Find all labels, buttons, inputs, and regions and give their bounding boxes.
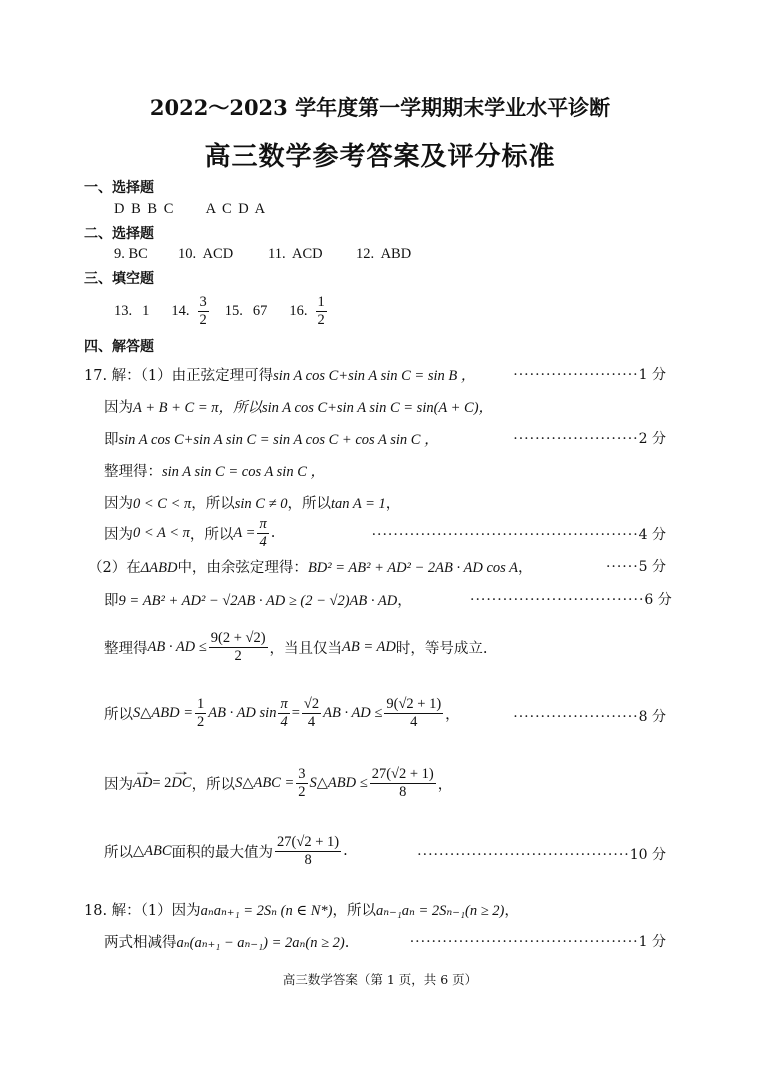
vector-ad: → AD bbox=[133, 775, 152, 792]
q17-l10-frac-1 bbox=[195, 696, 206, 730]
section-multi-choice-title: 二、选择题 bbox=[84, 226, 154, 242]
q17-l5-f: tan A = 1 bbox=[330, 496, 386, 512]
q17-l5-c: ，所以 bbox=[191, 496, 235, 512]
q17-l11-e: ， bbox=[437, 776, 453, 793]
q17-l12-a: 所以 bbox=[104, 844, 133, 861]
q18-l2-a: 两式相减得 bbox=[104, 935, 177, 951]
score-leader-6: ·······················8 分 bbox=[513, 709, 666, 725]
q17-l10-f4n: 9(√2 + 1) bbox=[386, 695, 442, 712]
section-solution-title: 四、解答题 bbox=[84, 339, 154, 355]
q17-l10-f3n: √2 bbox=[303, 695, 320, 712]
q17-l10-f1n: 1 bbox=[197, 695, 205, 712]
q17-l5-b: 0 < C < π bbox=[133, 496, 192, 512]
q17-l9-den: 2 bbox=[234, 647, 242, 664]
q17-l10-e: ， bbox=[445, 706, 460, 723]
q17-l9-c: ，当且仅当 bbox=[269, 640, 343, 657]
q17-eq-1: sin A cos C+sin A sin C = sin B ， bbox=[273, 368, 476, 384]
section-fill-title: 三、填空题 bbox=[84, 271, 154, 287]
q18-l1-c: ，所以 bbox=[332, 903, 376, 919]
q17-l10-f2n: π bbox=[280, 695, 288, 712]
q17-line-2 bbox=[104, 396, 493, 417]
score-4: 5 分 bbox=[638, 559, 666, 575]
q17-p2-a: （2）在 bbox=[88, 560, 141, 576]
q17-l10-f1d: 2 bbox=[197, 713, 205, 730]
q18-line-2 bbox=[104, 931, 349, 952]
q17-l3-a: 即 bbox=[104, 432, 119, 448]
q17-l6-a: 因为 bbox=[104, 526, 133, 543]
fill-answer-16 bbox=[316, 294, 327, 328]
score-5: 6 分 bbox=[644, 592, 672, 608]
q17-l6-end: . bbox=[270, 525, 276, 541]
vector-dc: → DC bbox=[171, 775, 191, 792]
q17-l8-a: 即 bbox=[104, 593, 119, 609]
q17-part2-line bbox=[88, 556, 533, 577]
q17-l10-c: AB · AD sin bbox=[208, 704, 277, 721]
q18-head: 18. 解：（1）因为 bbox=[84, 903, 201, 919]
q17-p2-d: BD² = AB² + AD² − 2AB · AD cos A bbox=[307, 560, 519, 576]
q17-l2-b: A + B + C = π，所以 bbox=[133, 400, 262, 416]
score-leader-2: ·······················2 分 bbox=[513, 431, 666, 447]
score-8: 1 分 bbox=[638, 934, 666, 950]
q17-l11-b: ，所以 bbox=[191, 776, 236, 793]
q17-l10-frac-2 bbox=[278, 696, 289, 730]
q17-line-4 bbox=[104, 460, 325, 481]
q17-l11-c: S△ABC = bbox=[235, 774, 295, 791]
q17-l10-a: 所以 bbox=[104, 706, 133, 723]
document-subtitle: 高三数学参考答案及评分标准 bbox=[204, 142, 556, 172]
fill-label-16: 16. bbox=[289, 302, 308, 319]
q17-l12-c: 面积的最大值为 bbox=[171, 844, 274, 861]
q17-l8-b: 9 = AB² + AD² − √2AB · AD ≥ (2 − √2)AB · AD bbox=[118, 593, 398, 609]
q18-l1-e: ， bbox=[504, 903, 519, 919]
q17-l9-d: AB = AD bbox=[342, 638, 396, 655]
q17-l3-b: sin A cos C+sin A sin C = sin A cos C + cos A sin C ， bbox=[118, 432, 439, 448]
q17-p2-c: 中，由余弦定理得： bbox=[177, 560, 308, 576]
q17-p2-e: ， bbox=[518, 560, 533, 576]
q17-line-3 bbox=[104, 428, 439, 449]
q17-l6-num: π bbox=[259, 515, 267, 532]
q17-l12-num: 27(√2 + 1) bbox=[277, 833, 340, 850]
score-leader-4: ······5 分 bbox=[605, 559, 666, 575]
fill-answer-16-numerator: 1 bbox=[317, 293, 325, 310]
q17-l10-f3d: 4 bbox=[307, 713, 316, 730]
q17-l9-b: AB · AD ≤ bbox=[147, 638, 207, 655]
q17-l2-a: 因为 bbox=[104, 400, 133, 416]
q17-l4-a: 整理得： bbox=[104, 464, 162, 480]
fill-answer-15: 67 bbox=[252, 302, 268, 319]
score-6: 8 分 bbox=[638, 709, 666, 725]
q17-l9-fraction bbox=[209, 630, 268, 664]
q17-line-10 bbox=[104, 690, 460, 736]
q17-l11-a: 因为 bbox=[104, 776, 133, 793]
score-7: 10 分 bbox=[629, 847, 666, 863]
q17-l11-f1n: 3 bbox=[298, 765, 306, 782]
q17-line-11 bbox=[104, 760, 452, 806]
q17-l2-c: sin A cos C+sin A sin C = sin(A + C)， bbox=[262, 400, 494, 416]
score-2: 2 分 bbox=[638, 431, 666, 447]
q17-head: 17. 解：（1）由正弦定理可得 bbox=[84, 368, 274, 384]
q18-line-1 bbox=[84, 899, 519, 920]
document-title: 2022～2023 学年度第一学期期末学业水平诊断 bbox=[149, 95, 611, 120]
score-1: 1 分 bbox=[638, 367, 666, 383]
q17-l10-eq: = bbox=[291, 704, 300, 721]
q17-l5-g: ， bbox=[385, 496, 401, 512]
q18-l1-b: aₙaₙ₊₁ = 2Sₙ (n ∈ N*) bbox=[200, 903, 333, 919]
score-leader-1: ·······················1 分 bbox=[513, 367, 666, 383]
q17-line-8 bbox=[104, 589, 412, 610]
q17-l12-den: 8 bbox=[304, 851, 312, 868]
score-leader-8: ··········································1 分 bbox=[409, 934, 666, 950]
page-footer: 高三数学答案（第 1 页，共 6 页） bbox=[282, 972, 478, 987]
score-leader-3: ·················································4 分 bbox=[371, 527, 666, 543]
multi-answer-9: 9. BC bbox=[114, 246, 148, 262]
q17-l10-frac-4 bbox=[384, 696, 443, 730]
q17-l11-eq: = 2 bbox=[152, 774, 172, 791]
q17-l5-d: sin C ≠ 0 bbox=[234, 496, 288, 512]
multi-answer-11: 11. ACD bbox=[268, 246, 323, 262]
fill-answer-14-denominator: 2 bbox=[199, 311, 207, 328]
choice-answers: D B B C A C D A bbox=[114, 201, 266, 217]
section-choice-title: 一、选择题 bbox=[84, 180, 154, 196]
multi-answer-12: 12. ABD bbox=[356, 246, 412, 262]
q17-l8-c: ， bbox=[397, 593, 412, 609]
score-leader-5: ································6 分 bbox=[470, 592, 672, 608]
fill-answer-13: 1 bbox=[142, 302, 150, 319]
q17-l6-fraction bbox=[257, 516, 268, 550]
fill-label-15: 15. bbox=[224, 302, 243, 319]
q17-line-12 bbox=[104, 828, 348, 874]
q17-l10-f2d: 4 bbox=[280, 713, 288, 730]
q17-l6-d: A = bbox=[233, 524, 256, 541]
q17-l11-f2n: 27(√2 + 1) bbox=[371, 765, 434, 782]
q17-l11-d: S△ABD ≤ bbox=[309, 774, 368, 791]
q17-l11-frac-2 bbox=[370, 766, 436, 800]
q17-l12-end: . bbox=[343, 843, 348, 859]
q17-l6-c: ，所以 bbox=[189, 526, 234, 543]
q17-l12-fraction bbox=[275, 834, 341, 868]
q17-l9-num: 9(2 + √2) bbox=[210, 629, 266, 646]
q17-p2-b: ΔABD bbox=[140, 560, 178, 576]
q17-line-6 bbox=[104, 512, 275, 554]
q17-l4-b: sin A sin C = cos A sin C ， bbox=[162, 464, 326, 480]
q17-l10-frac-3 bbox=[302, 696, 321, 730]
q17-l11-f1d: 2 bbox=[298, 783, 306, 800]
q17-l5-e: ，所以 bbox=[287, 496, 331, 512]
score-leader-7: ·······································10 分 bbox=[417, 847, 666, 863]
q17-line-5 bbox=[104, 492, 400, 513]
fill-answer-14 bbox=[198, 294, 209, 328]
q17-l10-f4d: 4 bbox=[410, 713, 418, 730]
q17-l10-b: S△ABD = bbox=[133, 704, 193, 721]
q18-l2-b: aₙ(aₙ₊₁ − aₙ₋₁) = 2aₙ(n ≥ 2) bbox=[176, 935, 345, 951]
fill-label-14: 14. bbox=[171, 302, 190, 319]
q17-l9-e: 时，等号成立. bbox=[395, 640, 488, 657]
q18-l2-c: . bbox=[344, 935, 350, 951]
q17-l12-b: △ABC bbox=[133, 842, 172, 859]
q17-l10-d: AB · AD ≤ bbox=[323, 704, 383, 721]
q17-l5-a: 因为 bbox=[104, 496, 133, 512]
fill-answer-14-numerator: 3 bbox=[199, 293, 207, 310]
fill-answer-16-denominator: 2 bbox=[317, 311, 325, 328]
q17-line-1 bbox=[84, 364, 475, 385]
fill-label-13: 13. bbox=[114, 302, 133, 319]
q17-l9-a: 整理得 bbox=[104, 640, 148, 657]
q18-l1-d: aₙ₋₁aₙ = 2Sₙ₋₁(n ≥ 2) bbox=[375, 903, 505, 919]
fill-answers bbox=[114, 291, 329, 331]
q17-line-9 bbox=[104, 624, 487, 670]
q17-l6-b: 0 < A < π bbox=[133, 524, 190, 541]
multi-answer-10: 10. ACD bbox=[178, 246, 234, 262]
score-3: 4 分 bbox=[638, 527, 666, 543]
q17-l11-frac-1 bbox=[296, 766, 307, 800]
q17-l11-f2d: 8 bbox=[399, 783, 407, 800]
q17-l6-den: 4 bbox=[259, 533, 267, 550]
